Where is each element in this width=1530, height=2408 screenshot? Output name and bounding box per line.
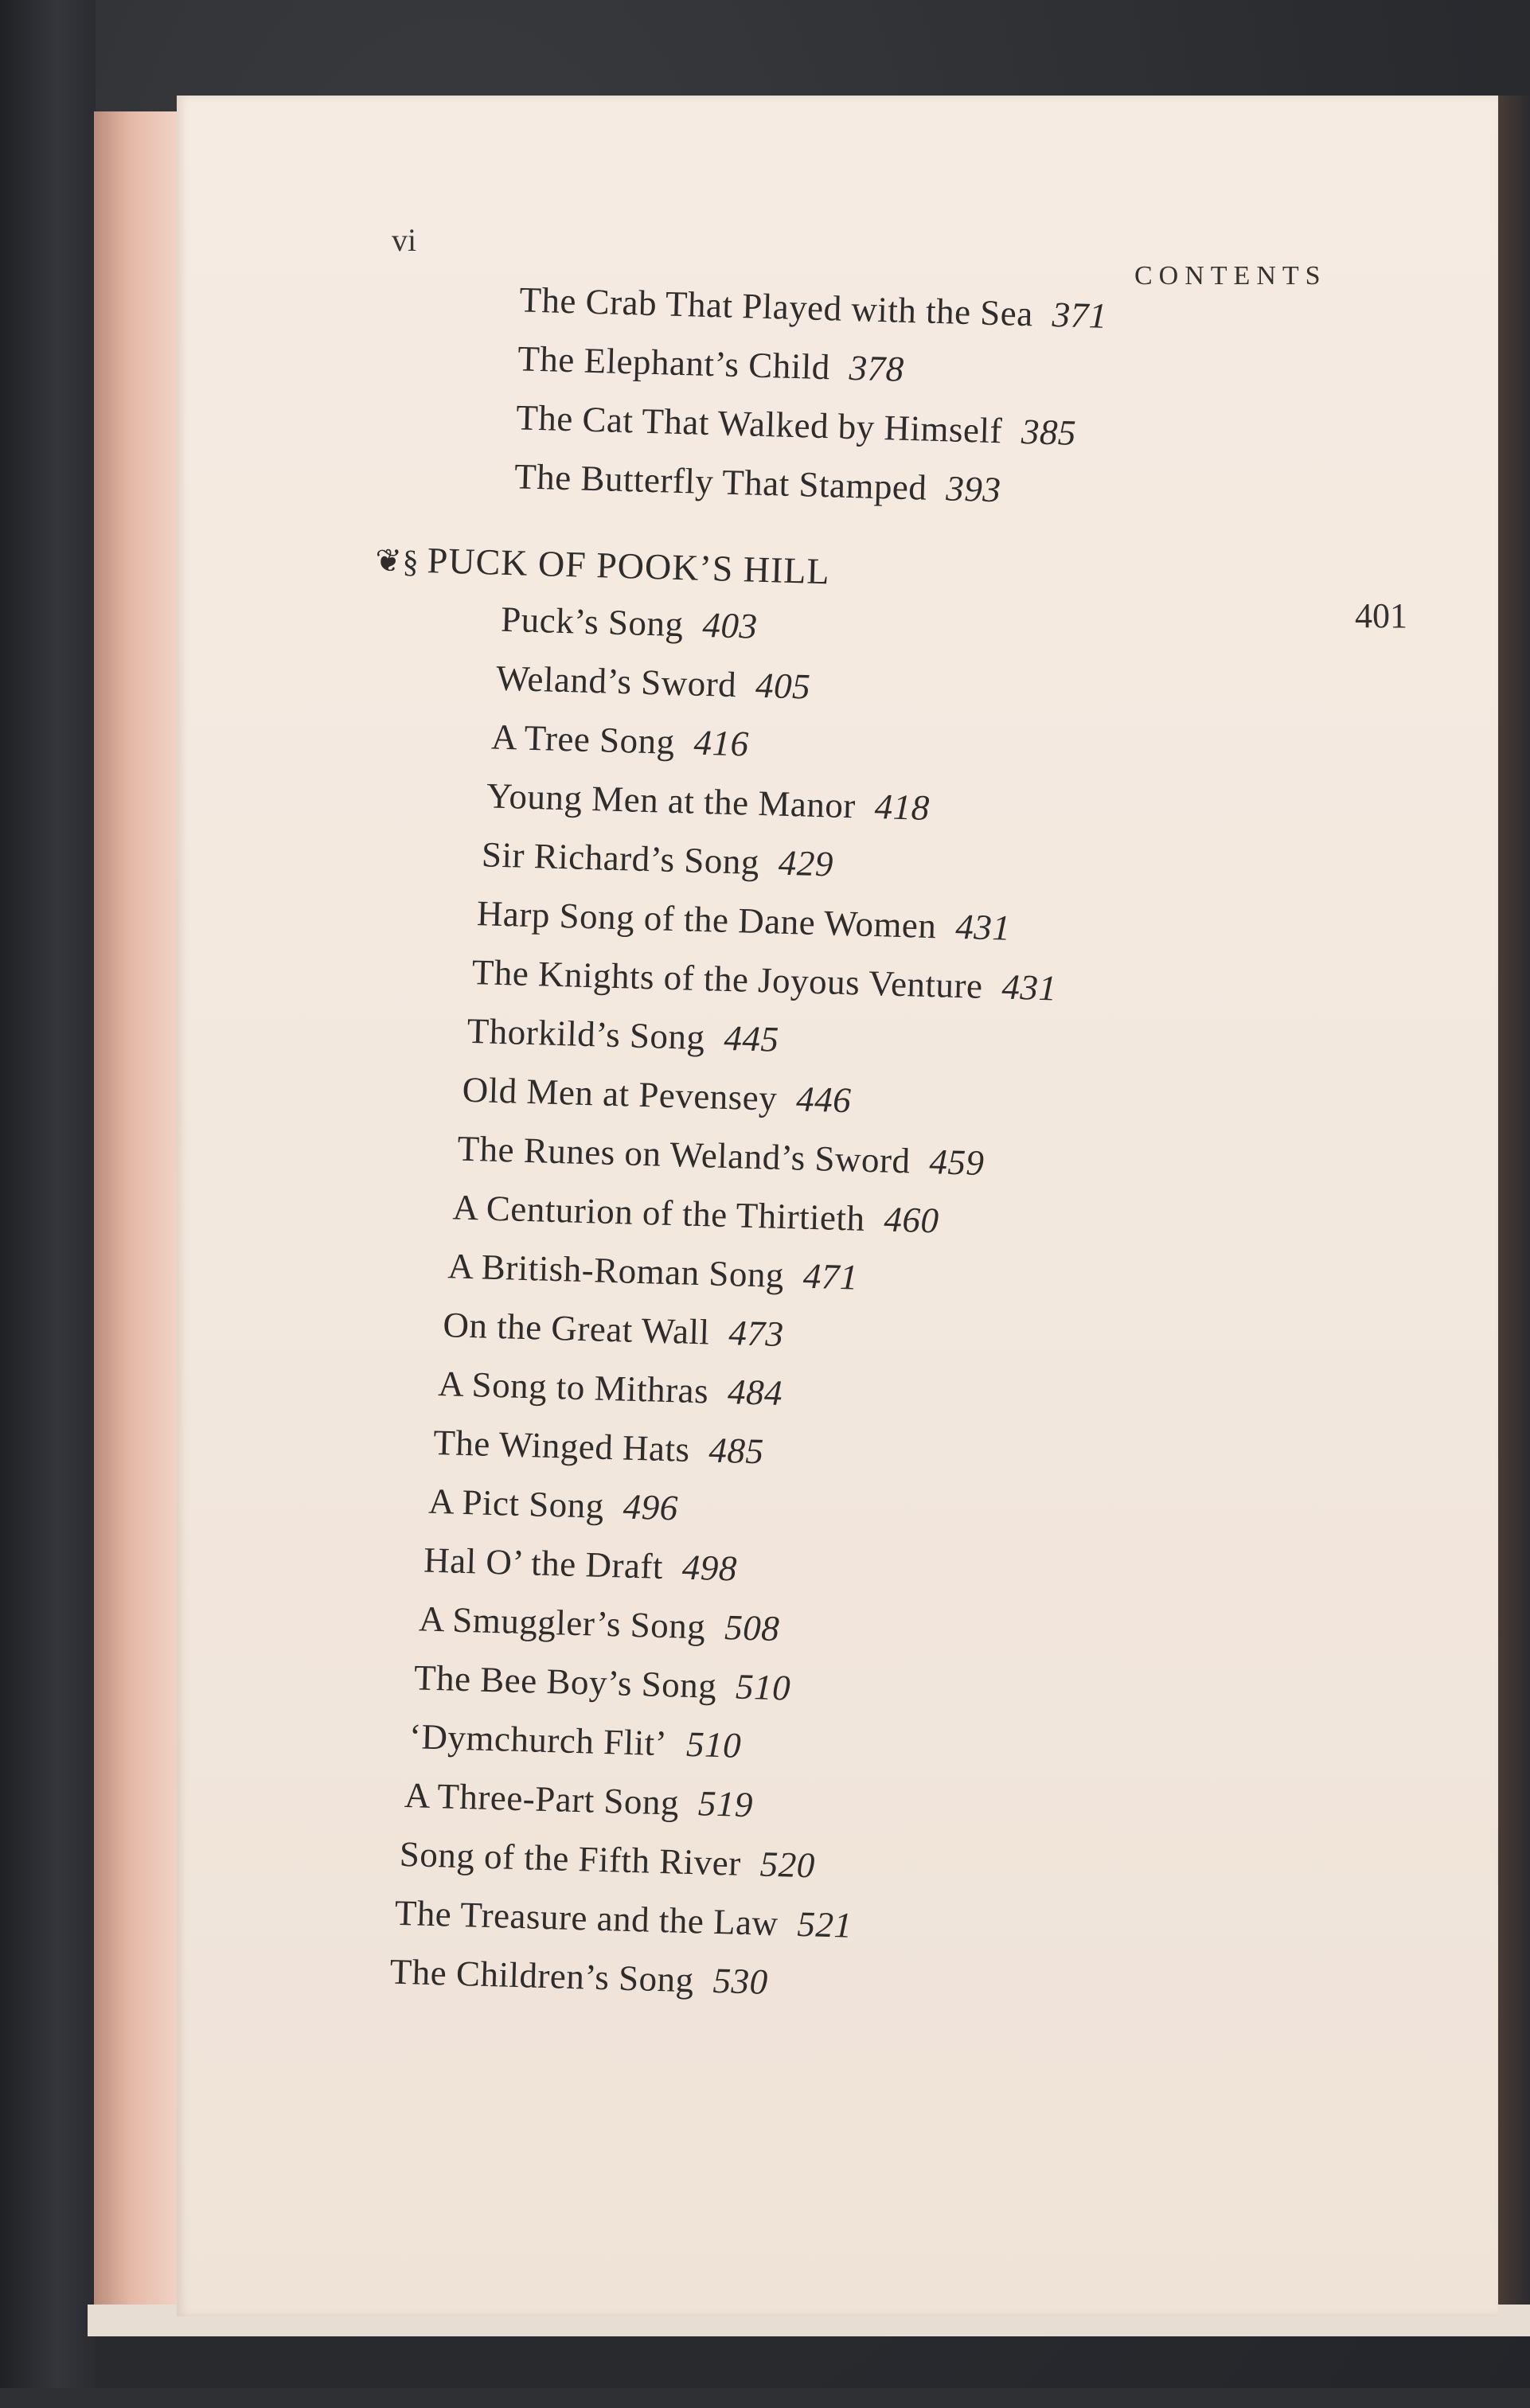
- section-heading: [375, 537, 831, 592]
- toc-entry-title: The Runes on Weland’s Sword: [457, 1128, 911, 1181]
- toc-entry-page: 431: [1001, 966, 1058, 1009]
- section-title: PUCK OF POOK’S HILL: [427, 540, 831, 592]
- toc-entry-title: The Winged Hats: [432, 1422, 691, 1469]
- toc-entry-title: The Knights of the Joyous Venture: [471, 951, 984, 1006]
- toc-entry-title: The Elephant’s Child: [517, 338, 831, 388]
- toc-entry-page: 471: [802, 1255, 859, 1298]
- toc-entry-title: Hal O’ the Draft: [423, 1540, 664, 1586]
- toc-entry-page: 393: [945, 468, 1002, 510]
- toc-entry-title: Sir Richard’s Song: [481, 834, 760, 882]
- toc-entry: [486, 775, 930, 829]
- toc-entry: [433, 1422, 765, 1473]
- toc-entry-title: Harp Song of the Dane Women: [476, 893, 938, 946]
- toc-entry-page: 508: [724, 1607, 780, 1649]
- toc-entry-page: 385: [1021, 411, 1077, 453]
- toc-entry-title: The Treasure and the Law: [394, 1892, 779, 1944]
- toc-entry-title: The Cat That Walked by Himself: [515, 397, 1003, 451]
- toc-entry-title: The Crab That Played with the Sea: [518, 279, 1034, 334]
- toc-entry: [423, 1540, 738, 1590]
- toc-entry: [404, 1774, 753, 1825]
- toc-entry: [413, 1657, 791, 1708]
- toc-entry: [501, 599, 759, 647]
- toc-entry-title: The Butterfly That Stamped: [513, 456, 928, 508]
- toc-entry-title: Song of the Fifth River: [399, 1833, 742, 1883]
- toc-entry-page: 371: [1052, 294, 1108, 336]
- toc-entry: [466, 1010, 779, 1060]
- toc-entry-title: The Children’s Song: [389, 1951, 695, 2000]
- toc-entry-title: A Three-Part Song: [404, 1774, 680, 1823]
- toc-entry-page: 403: [701, 604, 759, 646]
- toc-entry-title: Old Men at Pevensey: [462, 1069, 779, 1118]
- toc-entry-page: 485: [708, 1430, 765, 1472]
- toc-entry-page: 510: [735, 1666, 791, 1708]
- toc-entry-page: 429: [778, 842, 834, 884]
- toc-entry-title: Weland’s Sword: [495, 658, 737, 705]
- running-head: CONTENTS: [1134, 261, 1327, 291]
- toc-entry-title: Puck’s Song: [500, 599, 685, 645]
- toc-entry: [408, 1715, 741, 1766]
- toc-entry: [399, 1833, 815, 1887]
- page-number: vi: [392, 222, 417, 258]
- toc-entry-title: A Tree Song: [490, 716, 676, 762]
- toc-entry-page: 378: [849, 347, 905, 389]
- toc-entry: [519, 279, 1108, 337]
- fleuron-ornament: ❦§: [374, 542, 420, 580]
- toc-entry-page: 520: [759, 1844, 816, 1886]
- toc-entry-title: A Centurion of the Thirtieth: [451, 1187, 866, 1239]
- toc-entry-page: 418: [874, 786, 931, 828]
- toc-entry: [496, 658, 811, 708]
- toc-entry: [517, 338, 905, 390]
- toc-entry: [447, 1245, 859, 1298]
- toc-entry-title: A British-Roman Song: [447, 1246, 785, 1296]
- toc-entry-page: 445: [723, 1017, 780, 1060]
- toc-entry-page: 498: [681, 1547, 738, 1589]
- toc-entry: [516, 396, 1077, 454]
- toc-entry-page: 473: [728, 1313, 785, 1355]
- toc-entry: [457, 1128, 985, 1184]
- toc-entry: [452, 1186, 939, 1241]
- toc-entry: [389, 1951, 768, 2003]
- toc-entry-page: 431: [954, 906, 1012, 948]
- toc-entry-page: 519: [697, 1783, 754, 1825]
- toc-entry: [490, 716, 749, 765]
- toc-entry-title: A Pict Song: [427, 1481, 605, 1526]
- toc-entry: [481, 833, 833, 884]
- toc-entry-title: Thorkild’s Song: [466, 1010, 706, 1058]
- toc-entry: [428, 1481, 679, 1529]
- toc-entry-page: 405: [755, 665, 811, 707]
- toc-entry-page: 530: [712, 1960, 769, 2002]
- toc-entry: [394, 1892, 853, 1946]
- toc-entry-page: 510: [685, 1723, 742, 1766]
- toc-entry-page: 459: [928, 1142, 986, 1184]
- toc-entry-page: 416: [693, 722, 750, 764]
- toc-entry-title: Young Men at the Manor: [486, 775, 857, 826]
- toc-entry: [418, 1598, 779, 1649]
- toc-entry: [471, 951, 1057, 1009]
- toc-entry: [462, 1069, 852, 1122]
- section-page-number: 401: [1355, 596, 1407, 635]
- toc-entry: [443, 1304, 784, 1355]
- toc-entry-page: 521: [796, 1903, 853, 1946]
- toc-entry-page: 496: [623, 1486, 679, 1528]
- toc-entry-title: A Song to Mithras: [437, 1363, 709, 1411]
- toc-entry-title: A Smuggler’s Song: [418, 1598, 706, 1647]
- toc-entry-title: On the Great Wall: [442, 1305, 711, 1352]
- toc-entry: [438, 1363, 783, 1414]
- toc-entry: [514, 455, 1002, 510]
- toc-entry: [476, 892, 1011, 949]
- toc-entry-page: 460: [883, 1199, 940, 1241]
- toc-entry-title: ‘Dymchurch Flit’: [408, 1716, 668, 1764]
- toc-entry-title: The Bee Boy’s Song: [413, 1657, 717, 1706]
- toc-entry-page: 446: [795, 1079, 852, 1121]
- toc-entry-page: 484: [727, 1372, 783, 1414]
